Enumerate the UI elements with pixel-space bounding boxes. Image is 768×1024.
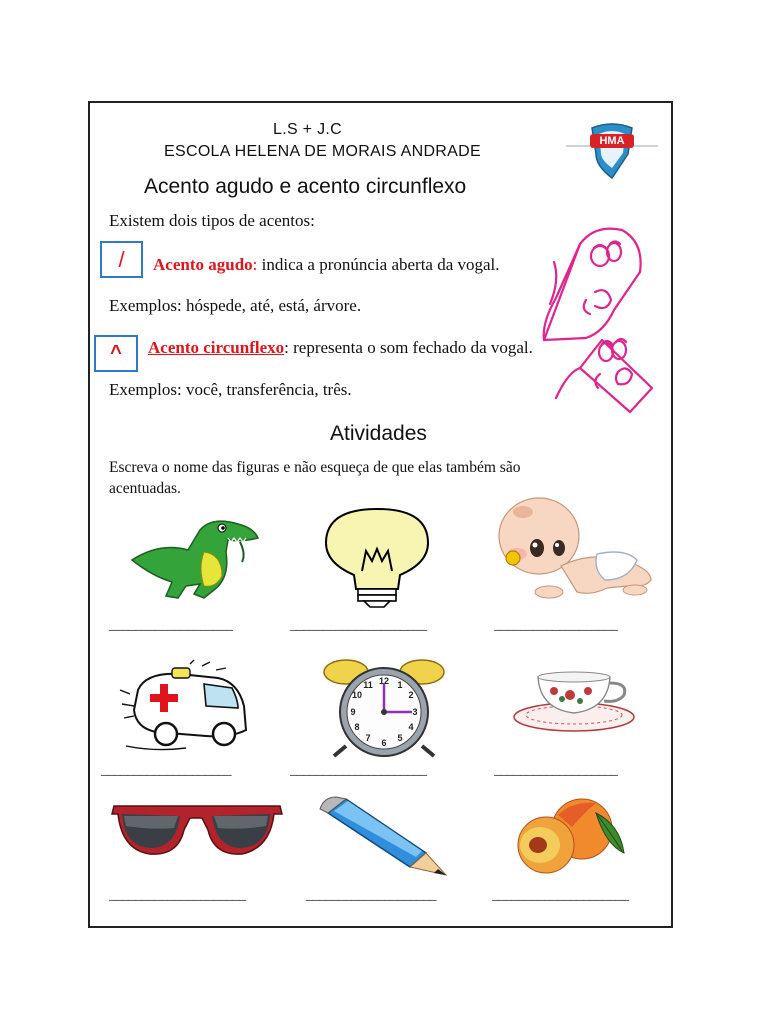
peach-picture	[510, 795, 636, 877]
answer-blank-peach[interactable]: _____________________	[492, 888, 629, 903]
agudo-description: indica a pronúncia aberta da vogal.	[257, 255, 500, 274]
agudo-symbol: /	[118, 246, 125, 272]
sunglasses-picture	[110, 800, 284, 862]
circunflexo-term: Acento circunflexo	[148, 338, 285, 357]
svg-text:3: 3	[412, 707, 418, 717]
light-bulb-picture	[318, 505, 436, 607]
agudo-definition	[153, 255, 500, 275]
activities-instruction-line1: Escreva o nome das figuras e não esqueça de que elas também são	[109, 459, 521, 476]
circunflexo-symbol-box	[94, 335, 138, 372]
answer-blank-crocodile[interactable]: ___________________	[109, 618, 233, 633]
answer-blank-pencil[interactable]: ____________________	[306, 888, 436, 903]
svg-text:1: 1	[397, 680, 403, 690]
circunflexo-examples: Exemplos: você, transferência, três.	[109, 380, 352, 399]
page-title: Acento agudo e acento circunflexo	[144, 175, 467, 198]
agudo-examples: Exemplos: hóspede, até, está, árvore.	[109, 296, 362, 315]
logo-text: HMA	[599, 135, 625, 147]
svg-text:2: 2	[408, 690, 414, 700]
answer-blank-teacup[interactable]: ___________________	[494, 763, 618, 778]
svg-text:5: 5	[397, 733, 403, 743]
teacup-picture	[512, 665, 636, 735]
svg-text:6: 6	[381, 738, 387, 748]
accent-doodle-illustration	[540, 222, 655, 417]
svg-text:11: 11	[363, 680, 373, 690]
school-logo	[566, 120, 658, 180]
circunflexo-colon: :	[284, 338, 289, 357]
pencil-picture	[318, 795, 450, 877]
answer-blank-light-bulb[interactable]: _____________________	[290, 618, 427, 633]
alarm-clock-picture	[318, 658, 450, 756]
crocodile-picture	[130, 512, 262, 602]
svg-text:7: 7	[365, 733, 371, 743]
answer-blank-sunglasses[interactable]: _____________________	[109, 888, 246, 903]
answer-blank-baby[interactable]: ___________________	[494, 618, 618, 633]
school-name: ESCOLA HELENA DE MORAIS ANDRADE	[164, 143, 481, 160]
svg-text:12: 12	[378, 676, 390, 686]
activities-heading: Atividades	[330, 422, 427, 445]
intro-text: Existem dois tipos de acentos:	[109, 211, 315, 230]
activities-instruction-line2: acentuadas.	[109, 480, 181, 497]
authors-line: L.S + J.C	[273, 121, 342, 138]
agudo-term: Acento agudo	[153, 255, 253, 274]
answer-blank-ambulance[interactable]: ____________________	[101, 763, 231, 778]
svg-text:8: 8	[354, 722, 360, 732]
agudo-colon: :	[252, 255, 258, 274]
answer-blank-alarm-clock[interactable]: _____________________	[290, 763, 427, 778]
svg-text:4: 4	[408, 722, 414, 732]
baby-picture	[497, 496, 657, 604]
svg-text:10: 10	[351, 690, 363, 700]
circunflexo-symbol: ^	[110, 342, 122, 364]
circunflexo-definition	[148, 338, 533, 358]
ambulance-picture	[120, 660, 258, 754]
agudo-symbol-box	[100, 241, 143, 278]
svg-text:9: 9	[350, 707, 356, 717]
circunflexo-description: representa o som fechado da vogal.	[288, 338, 533, 357]
